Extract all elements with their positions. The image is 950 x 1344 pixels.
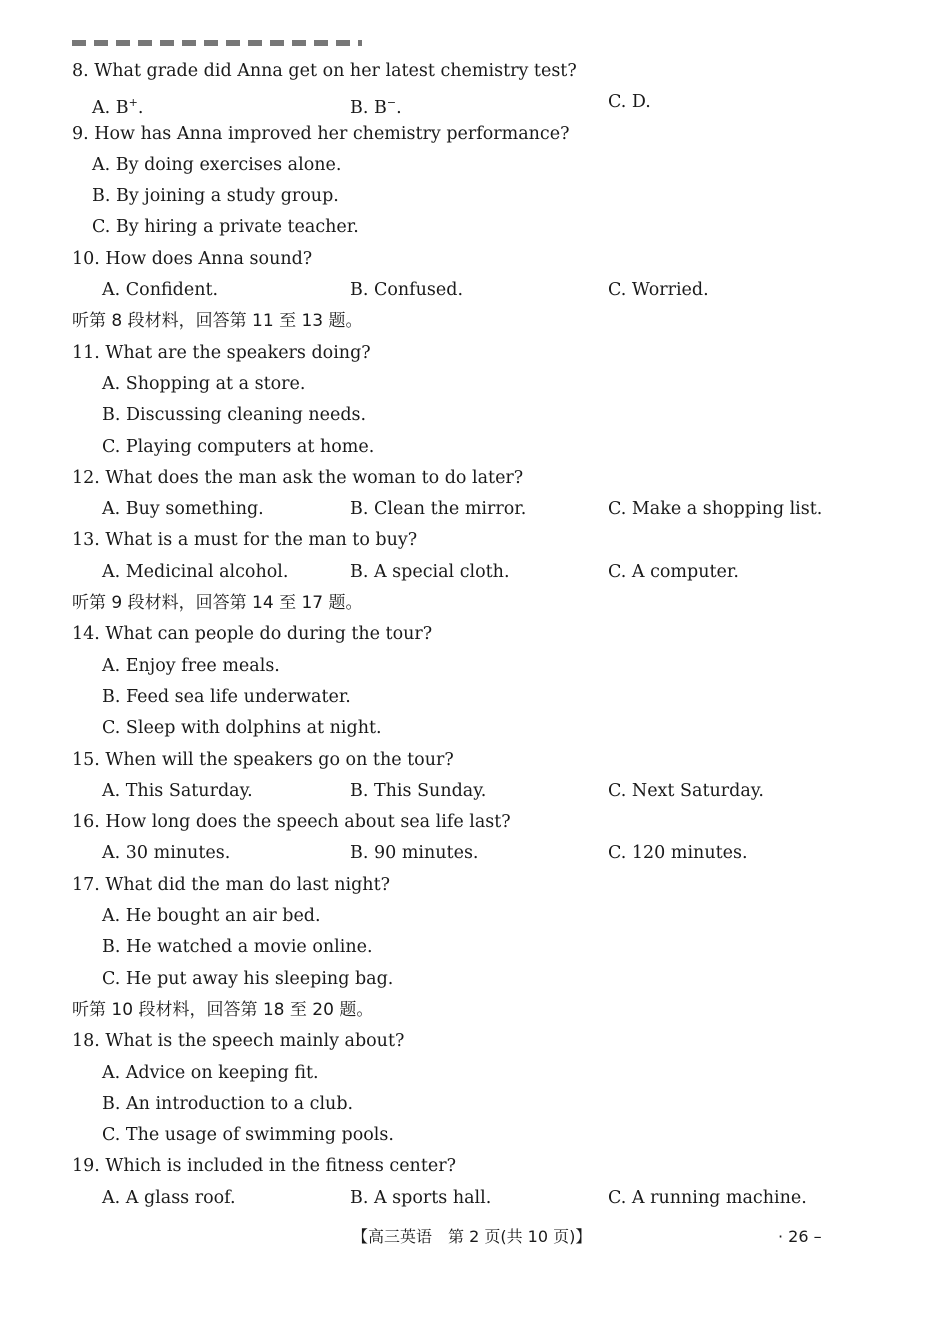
q12-option-c: C. Make a shopping list.	[608, 499, 823, 520]
q9-option-b: B. By joining a study group.	[92, 186, 339, 207]
question-16-options	[72, 838, 832, 869]
q9-option-c: C. By hiring a private teacher.	[92, 217, 359, 238]
question-17-stem: 17. What did the man do last night?	[72, 874, 390, 895]
q18-option-b: B. An introduction to a club.	[102, 1093, 354, 1114]
q12-option-a: A. Buy something.	[102, 499, 264, 520]
question-13-options	[72, 557, 832, 588]
q19-option-a: A. A glass roof.	[102, 1187, 236, 1208]
question-19-stem: 19. Which is included in the fitness center?	[72, 1156, 456, 1177]
section-9-heading: 听第 9 段材料，回答第 14 至 17 题。	[72, 593, 363, 614]
q10-option-c: C. Worried.	[608, 280, 709, 301]
q15-option-c: C. Next Saturday.	[608, 780, 764, 801]
q15-option-b: B. This Sunday.	[350, 780, 487, 801]
question-12-options	[72, 494, 832, 525]
question-15-stem: 15. When will the speakers go on the tour?	[72, 749, 454, 770]
question-19-options	[72, 1183, 832, 1214]
q8-option-c: C. D.	[608, 92, 651, 113]
question-11-stem: 11. What are the speakers doing?	[72, 342, 371, 363]
page-number: · 26 –	[778, 1227, 822, 1246]
q16-option-c: C. 120 minutes.	[608, 843, 748, 864]
q14-option-b: B. Feed sea life underwater.	[102, 686, 351, 707]
question-18-stem: 18. What is the speech mainly about?	[72, 1031, 405, 1052]
questions-area	[72, 56, 832, 1214]
q8-option-a: A. B+.	[92, 96, 144, 119]
q17-option-a: A. He bought an air bed.	[102, 906, 321, 927]
question-14-stem: 14. What can people do during the tour?	[72, 624, 433, 645]
question-16-stem: 16. How long does the speech about sea life last?	[72, 812, 511, 833]
question-13-stem: 13. What is a must for the man to buy?	[72, 530, 418, 551]
q13-option-a: A. Medicinal alcohol.	[102, 561, 289, 582]
q10-option-b: B. Confused.	[350, 280, 464, 301]
question-10-stem: 10. How does Anna sound?	[72, 248, 313, 269]
q17-option-c: C. He put away his sleeping bag.	[102, 968, 394, 989]
q15-option-a: A. This Saturday.	[102, 780, 253, 801]
cropped-previous-line	[72, 40, 362, 46]
question-8-stem: 8. What grade did Anna get on her latest chemistry test?	[72, 61, 577, 81]
question-8-options	[72, 87, 832, 118]
q10-option-a: A. Confident.	[102, 280, 219, 301]
page-footer	[0, 1222, 950, 1252]
q19-option-c: C. A running machine.	[608, 1187, 807, 1208]
q9-option-a: A. By doing exercises alone.	[92, 154, 342, 175]
q11-option-c: C. Playing computers at home.	[102, 436, 375, 457]
q19-option-b: B. A sports hall.	[350, 1187, 492, 1208]
q13-option-b: B. A special cloth.	[350, 561, 510, 582]
q16-option-a: A. 30 minutes.	[102, 843, 231, 864]
q8-option-b: B. B−.	[350, 96, 402, 119]
q18-option-a: A. Advice on keeping fit.	[102, 1062, 319, 1083]
q11-option-a: A. Shopping at a store.	[102, 373, 306, 394]
q18-option-c: C. The usage of swimming pools.	[102, 1125, 394, 1146]
section-10-heading: 听第 10 段材料，回答第 18 至 20 题。	[72, 999, 374, 1020]
question-9-stem: 9. How has Anna improved her chemistry performance?	[72, 123, 570, 144]
q14-option-a: A. Enjoy free meals.	[102, 655, 280, 676]
q16-option-b: B. 90 minutes.	[350, 843, 479, 864]
q12-option-b: B. Clean the mirror.	[350, 499, 527, 520]
footer-exam-label: 【高三英语 第 2 页(共 10 页)】	[352, 1227, 592, 1246]
question-15-options	[72, 776, 832, 807]
q11-option-b: B. Discussing cleaning needs.	[102, 405, 367, 426]
question-12-stem: 12. What does the man ask the woman to do later?	[72, 467, 524, 488]
q13-option-c: C. A computer.	[608, 561, 739, 582]
section-8-heading: 听第 8 段材料，回答第 11 至 13 题。	[72, 311, 363, 332]
question-10-options	[72, 275, 832, 306]
q17-option-b: B. He watched a movie online.	[102, 937, 373, 958]
q14-option-c: C. Sleep with dolphins at night.	[102, 718, 382, 739]
